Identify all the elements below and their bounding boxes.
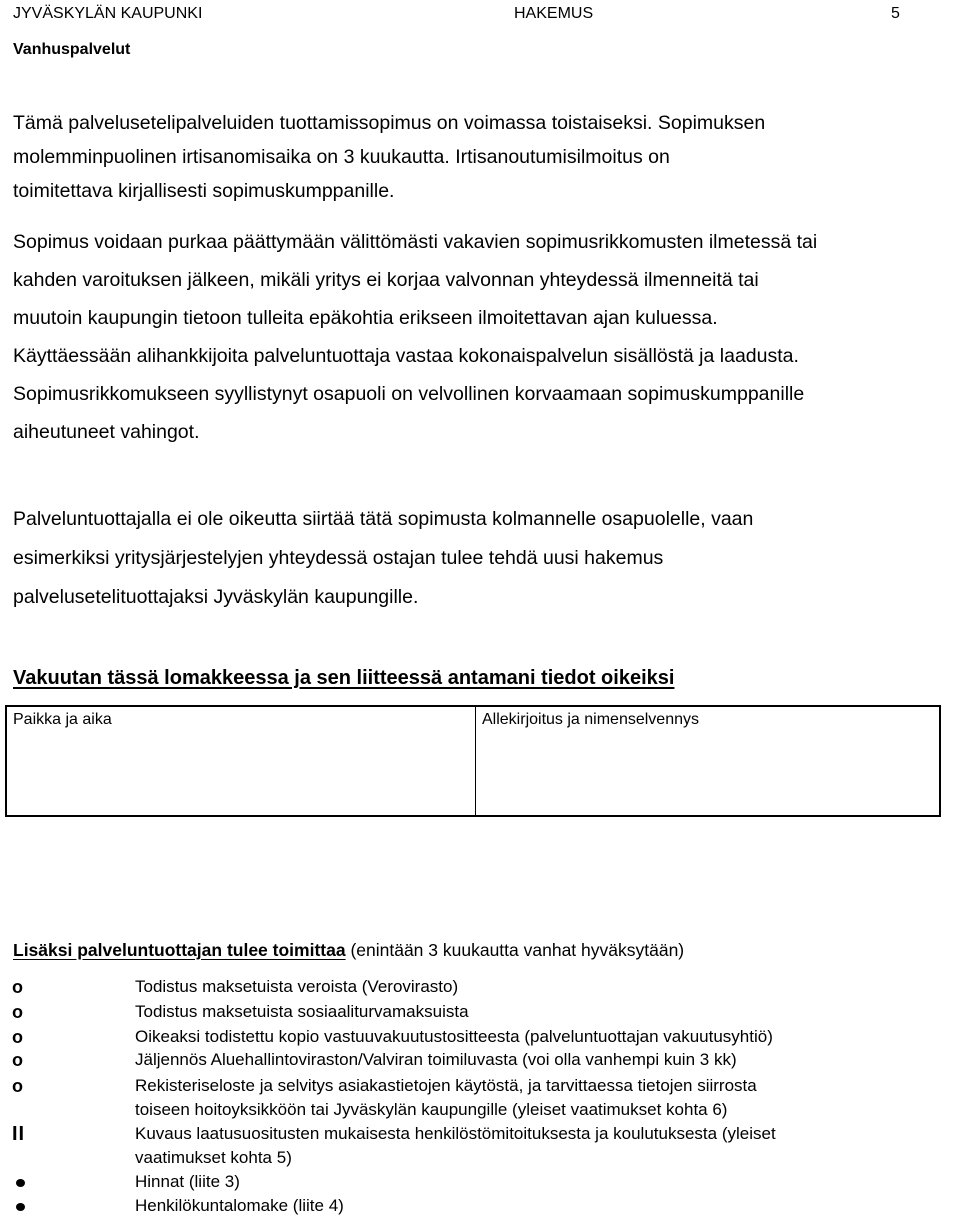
circle-marker: o <box>12 1027 23 1047</box>
attachment-text: Todistus maksetuista sosiaaliturvamaksuista <box>135 1002 469 1021</box>
paragraph-line: Käyttäessään alihankkijoita palveluntuottaja vastaa kokonaispalvelun sisällöstä ja laadusta. <box>13 345 799 367</box>
bullet-icon <box>16 1179 25 1187</box>
attachment-text: vaatimukset kohta 5) <box>135 1148 292 1167</box>
page-number: 5 <box>891 5 900 22</box>
paragraph-line: muutoin kaupungin tietoon tulleita epäkohtia erikseen ilmoitettavan ajan kuluessa. <box>13 307 718 329</box>
attachment-text: toiseen hoitoyksikköön tai Jyväskylän kaupungille (yleiset vaatimukset kohta 6) <box>135 1100 728 1119</box>
validity-paragraph <box>13 106 958 208</box>
paragraph-line: toimitettava kirjallisesti sopimuskumppanille. <box>13 180 395 202</box>
paragraph-line: molemminpuolinen irtisanomisaika on 3 kuukautta. Irtisanoutumisilmoitus on <box>13 146 670 168</box>
paragraph-line: palvelusetelituottajaksi Jyväskylän kaupungille. <box>13 586 419 608</box>
paragraph-line: Sopimus voidaan purkaa päättymään välittömästi vakavien sopimusrikkomusten ilmetessä tai <box>13 231 818 253</box>
department-name: Vanhuspalvelut <box>13 41 131 58</box>
place-date-label: Paikka ja aika <box>13 711 112 728</box>
paragraph-line: Sopimusrikkomukseen syyllistynyt osapuoli on velvollinen korvaamaan sopimuskumppanille <box>13 383 805 405</box>
attachment-text: Todistus maksetuista veroista (Verovirasto) <box>135 977 459 996</box>
bullet-icon <box>16 1203 25 1211</box>
paragraph-line: aiheutuneet vahingot. <box>13 421 200 443</box>
attachments-heading-bold: Lisäksi palveluntuottajan tulee toimittaa <box>13 940 346 960</box>
paragraph-line: Palveluntuottajalla ei ole oikeutta siirtää tätä sopimusta kolmannelle osapuolelle, vaan <box>13 508 754 530</box>
double-bar-marker: II <box>12 1123 26 1145</box>
signature-label: Allekirjoitus ja nimenselvennys <box>482 711 699 728</box>
attachment-text: Kuvaus laatusuositusten mukaisesta henkilöstömitoituksesta ja koulutuksesta (yleiset <box>135 1124 776 1143</box>
attachment-text: Jäljennös Aluehallintoviraston/Valviran toimiluvasta (voi olla vanhempi kuin 3 kk) <box>135 1050 737 1069</box>
declaration-heading: Vakuutan tässä lomakkeessa ja sen liitteessä antamani tiedot oikeiksi <box>13 667 675 689</box>
organization-name: JYVÄSKYLÄN KAUPUNKI <box>13 5 203 22</box>
attachment-text: Rekisteriseloste ja selvitys asiakastietojen käytöstä, ja tarvittaessa tietojen siirrosta <box>135 1076 757 1095</box>
paragraph-line: esimerkiksi yritysjärjestelyjen yhteydessä ostajan tulee tehdä uusi hakemus <box>13 547 664 569</box>
signature-field[interactable] <box>476 707 939 815</box>
attachment-text: Oikeaksi todistettu kopio vastuuvakuutustositteesta (palveluntuottajan vakuutusyhtiö) <box>135 1027 773 1046</box>
circle-marker: o <box>12 1076 23 1096</box>
circle-marker: o <box>12 1050 23 1070</box>
circle-marker: o <box>12 977 23 997</box>
circle-marker: o <box>12 1002 23 1022</box>
attachment-text: Henkilökuntalomake (liite 4) <box>135 1196 344 1215</box>
place-date-field[interactable] <box>7 707 476 815</box>
attachments-heading-note: (enintään 3 kuukautta vanhat hyväksytään) <box>345 940 685 960</box>
paragraph-line: kahden varoituksen jälkeen, mikäli yritys ei korjaa valvonnan yhteydessä ilmenneitä tai <box>13 269 759 291</box>
document-type: HAKEMUS <box>514 5 594 22</box>
attachment-text: Hinnat (liite 3) <box>135 1172 240 1191</box>
attachments-heading <box>13 939 684 961</box>
signature-table <box>5 705 941 817</box>
paragraph-line: Tämä palvelusetelipalveluiden tuottamissopimus on voimassa toistaiseksi. Sopimuksen <box>13 112 766 134</box>
transfer-paragraph <box>13 500 958 617</box>
termination-paragraph <box>13 223 958 451</box>
